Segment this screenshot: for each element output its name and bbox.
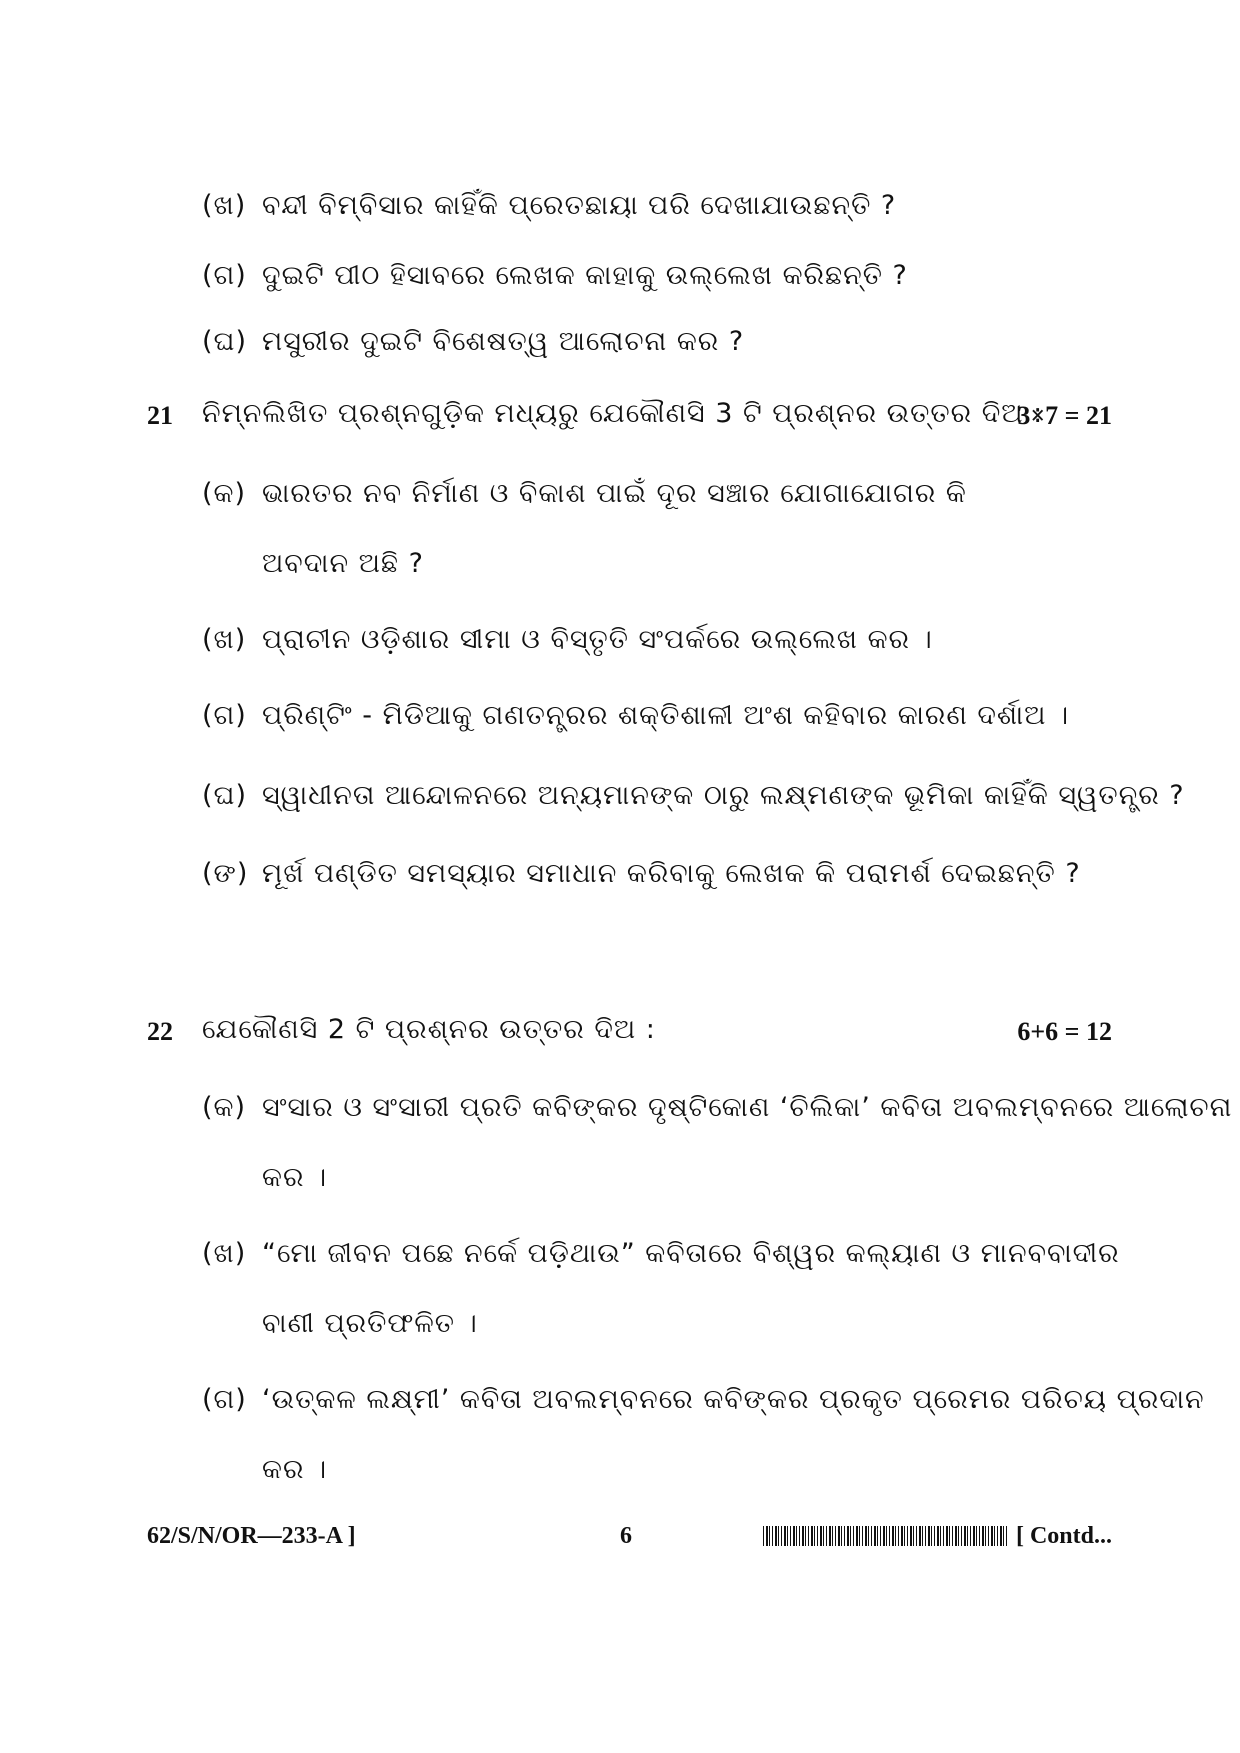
item-continuation: ବାଣୀ ପ୍ରତିଫଳିତ । (262, 1308, 478, 1339)
item-text: ପ୍ରାଚୀନ ଓଡ଼ିଶାର ସୀମା ଓ ବିସ୍ତୃତି ସଂପର୍କରେ ଉଲ୍ଲେଖ କର । (262, 624, 933, 655)
question-item (202, 778, 1185, 814)
item-label: (ଗ) (202, 700, 247, 731)
item-text: ପ୍ରିଣ୍ଟିଂ - ମିଡିଆକୁ ଗଣତନ୍ତ୍ରର ଶକ୍ତିଶାଳୀ ଅଂଶ କହିବାର କାରଣ ଦର୍ଶାଅ । (262, 700, 1070, 731)
item-text: ‘ଉତ୍କଳ ଲକ୍ଷ୍ମୀ’ କବିତା ଅବଲମ୍ବନରେ କବିଙ୍କର ପ୍ରକୃତ ପ୍ରେମର ପରିଚୟ ପ୍ରଦାନ (262, 1384, 1205, 1415)
item-label: (ଗ) (202, 1384, 247, 1415)
item-text: ବନ୍ଦୀ ବିମ୍ବିସାର କାହିଁକି ପ୍ରେତଛାୟା ପରି ଦେଖାଯାଉଛନ୍ତି ? (262, 190, 897, 221)
item-label: (ଖ) (202, 190, 247, 221)
item-text: “ମୋ ଜୀବନ ପଛେ ନର୍କେ ପଡ଼ିଥାଉ” କବିତାରେ ବିଶ୍ୱର କଲ୍ୟାଣ ଓ ମାନବବାଦୀର (262, 1238, 1120, 1269)
question-item (202, 1382, 1205, 1418)
question-item (202, 1090, 1232, 1126)
item-text: ସଂସାର ଓ ସଂସାରୀ ପ୍ରତି କବିଙ୍କର ଦୃଷ୍ଟିକୋଣ ‘ଚିଲିକା’ କବିତା ଅବଲମ୍ବନରେ ଆଲୋଚନା (262, 1092, 1233, 1123)
barcode (763, 1526, 1008, 1546)
footer-right (763, 1520, 1112, 1552)
question-instruction: ନିମ୍ନଲିଖିତ ପ୍ରଶ୍ନଗୁଡ଼ିକ ମଧ୍ୟରୁ ଯେକୌଣସି 3 ଟି ପ୍ରଶ୍ନର ଉତ୍ତର ଦିଅ : (202, 398, 1044, 429)
question-item (202, 476, 967, 512)
item-label: (ଙ) (202, 858, 249, 889)
item-continuation: ଅବଦାନ ଅଛି ? (262, 548, 424, 579)
item-text: ସ୍ୱାଧୀନତା ଆନ୍ଦୋଳନରେ ଅନ୍ୟମାନଙ୍କ ଠାରୁ ଲକ୍ଷ୍ମଣଙ୍କ ଭୂମିକା କାହିଁକି ସ୍ୱତନ୍ତ୍ର ? (262, 780, 1185, 811)
item-continuation: କର । (262, 1162, 328, 1193)
item-label: (କ) (202, 478, 247, 509)
question-instruction: ଯେକୌଣସି 2 ଟି ପ୍ରଶ୍ନର ଉତ୍ତର ଦିଅ : (202, 1014, 656, 1045)
item-label: (ଘ) (202, 780, 247, 811)
question-item (202, 324, 744, 360)
question-item (202, 622, 933, 658)
question-item (202, 258, 908, 294)
question-marks: 6+6 = 12 (1017, 1017, 1112, 1046)
question-item (202, 856, 1081, 892)
item-text: ଭାରତର ନବ ନିର୍ମାଣ ଓ ବିକାଶ ପାଇଁ ଦୂର ସଞ୍ଚାର ଯୋଗାଯୋଗର କି (262, 478, 967, 509)
contd-label: [ Contd... (1015, 1523, 1112, 1549)
paper-code: 62/S/N/OR—233-A ] (147, 1523, 356, 1549)
item-continuation: କର । (262, 1454, 328, 1485)
question-marks: 3×7 = 21 (1017, 401, 1112, 430)
item-text: ମସୁରୀର ଦୁଇଟି ବିଶେଷତ୍ୱ ଆଲୋଚନା କର ? (262, 326, 745, 357)
page-number: 6 (620, 1523, 632, 1549)
item-text: ଦୁଇଟି ପୀଠ ହିସାବରେ ଲେଖକ କାହାକୁ ଉଲ୍ଲେଖ କରିଛନ୍ତି ? (262, 260, 908, 291)
item-label: (ଖ) (202, 1238, 247, 1269)
question-item (202, 698, 1069, 734)
question-item (202, 188, 896, 224)
item-label: (ଖ) (202, 624, 247, 655)
question-number: 22 (147, 1017, 173, 1046)
item-label: (ଘ) (202, 326, 247, 357)
question-number: 21 (147, 401, 173, 430)
question-item (202, 1236, 1120, 1272)
item-label: (ଗ) (202, 260, 247, 291)
item-label: (କ) (202, 1092, 247, 1123)
item-text: ମୂର୍ଖ ପଣ୍ଡିତ ସମସ୍ୟାର ସମାଧାନ କରିବାକୁ ଲେଖକ କି ପରାମର୍ଶ ଦେଇଛନ୍ତି ? (262, 858, 1081, 889)
